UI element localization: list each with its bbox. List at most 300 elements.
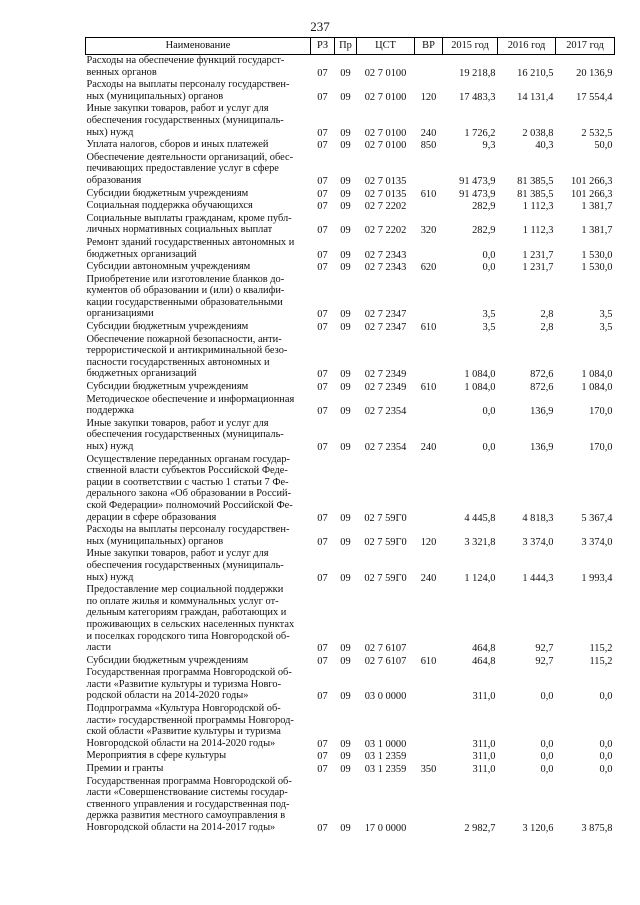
row-2017: 170,0 xyxy=(589,406,613,418)
row-rz: 07 xyxy=(317,643,328,655)
row-cst: 03 1 2359 xyxy=(364,764,407,776)
row-name-line: Подпрограмма «Культура Новгородской об- xyxy=(86,703,281,715)
row-pr: 09 xyxy=(340,127,351,139)
row-2017: 1 084,0 xyxy=(581,369,613,381)
table-row xyxy=(86,776,615,835)
row-pr: 09 xyxy=(340,322,351,334)
row-cst: 02 7 2349 xyxy=(364,369,407,381)
row-rz: 07 xyxy=(317,262,328,274)
row-name-line: ных (муниципальных) органов xyxy=(86,535,224,547)
row-2016: 2,8 xyxy=(540,322,554,334)
row-vr xyxy=(415,237,443,261)
row-cst: 02 7 6107 xyxy=(364,655,407,667)
row-cst: 02 7 59Г0 xyxy=(364,512,407,524)
row-cst: 02 7 0100 xyxy=(364,140,407,152)
row-vr xyxy=(415,584,443,655)
row-2015: 4 445,8 xyxy=(464,512,496,524)
row-2015: 0,0 xyxy=(482,249,496,261)
row-name-line: Расходы на обеспечение функций государст- xyxy=(86,55,285,66)
row-pr: 09 xyxy=(340,67,351,79)
row-rz: 07 xyxy=(317,322,328,334)
row-name xyxy=(86,584,311,655)
row-name-line: родской области на 2014-2020 годы» xyxy=(86,690,249,702)
row-2017: 2 532,5 xyxy=(581,127,613,139)
row-2015: 3 321,8 xyxy=(464,536,496,548)
row-2016: 92,7 xyxy=(535,655,554,667)
row-cst: 02 7 2202 xyxy=(364,201,407,213)
row-name-line: обеспечения государственных (муниципаль- xyxy=(86,114,284,126)
row-2016: 92,7 xyxy=(535,643,554,655)
row-2016: 136,9 xyxy=(530,406,554,418)
row-2016: 1 231,7 xyxy=(522,262,554,274)
table-row xyxy=(86,584,615,655)
row-2015: 2 982,7 xyxy=(464,823,496,834)
row-rz: 07 xyxy=(317,188,328,200)
row-vr: 610 xyxy=(420,322,437,334)
row-cst: 17 0 0000 xyxy=(364,823,407,834)
row-pr: 09 xyxy=(340,175,351,187)
row-name-line: ных) нужд xyxy=(86,441,134,452)
table-row xyxy=(86,418,615,454)
row-pr: 09 xyxy=(340,572,351,584)
row-cst: 02 7 2202 xyxy=(364,225,407,237)
row-name xyxy=(86,703,311,750)
row-vr: 320 xyxy=(420,225,437,237)
row-cst: 02 7 2347 xyxy=(364,322,407,334)
table-row xyxy=(86,524,615,548)
row-rz: 07 xyxy=(317,249,328,261)
row-2017: 1 993,4 xyxy=(581,572,613,584)
row-rz: 07 xyxy=(317,91,328,103)
row-vr xyxy=(415,776,443,835)
row-2016: 40,3 xyxy=(535,140,554,152)
row-rz: 07 xyxy=(317,512,328,524)
row-name-line: Субсидии бюджетным учреждениям xyxy=(86,654,249,666)
row-2017: 3 374,0 xyxy=(581,536,613,548)
row-2016: 872,6 xyxy=(530,369,554,381)
row-cst: 02 7 0100 xyxy=(364,67,407,79)
row-name xyxy=(86,139,311,152)
row-name xyxy=(86,188,311,201)
row-rz: 07 xyxy=(317,127,328,139)
row-vr: 610 xyxy=(420,655,437,667)
row-rz: 07 xyxy=(317,442,328,453)
row-name-line: кументов об образовании и (или) о квалифи- xyxy=(86,285,285,297)
row-vr: 120 xyxy=(420,91,437,103)
row-rz: 07 xyxy=(317,382,328,394)
header-name: Наименование xyxy=(86,38,311,55)
row-vr: 610 xyxy=(420,188,437,200)
table-row xyxy=(86,667,615,703)
row-name xyxy=(86,524,311,548)
row-pr: 09 xyxy=(340,249,351,261)
row-cst: 02 7 59Г0 xyxy=(364,572,407,584)
row-name xyxy=(86,237,311,261)
row-name-line: Иные закупки товаров, работ и услуг для xyxy=(86,548,269,560)
row-vr: 610 xyxy=(420,382,437,394)
table-row xyxy=(86,334,615,381)
row-2015: 9,3 xyxy=(482,140,496,152)
row-2015: 311,0 xyxy=(472,751,496,763)
row-name-line: Социальная поддержка обучающихся xyxy=(86,200,253,212)
row-pr: 09 xyxy=(340,823,351,834)
row-name xyxy=(86,200,311,213)
row-2016: 1 112,3 xyxy=(522,201,554,213)
row-vr: 240 xyxy=(420,572,437,584)
table-row xyxy=(86,394,615,418)
row-2017: 3,5 xyxy=(599,322,613,334)
table-row xyxy=(86,55,615,80)
row-2017: 170,0 xyxy=(589,442,613,453)
row-vr xyxy=(415,55,443,80)
row-name-line: ласти» государственной программы Новгород- xyxy=(86,714,294,726)
row-2015: 464,8 xyxy=(472,655,496,667)
row-2017: 0,0 xyxy=(599,691,613,703)
row-pr: 09 xyxy=(340,406,351,418)
row-rz: 07 xyxy=(317,201,328,213)
row-rz: 07 xyxy=(317,175,328,187)
row-rz: 07 xyxy=(317,225,328,237)
row-name-line: Премии и гранты xyxy=(86,763,164,775)
row-pr: 09 xyxy=(340,655,351,667)
row-2016: 0,0 xyxy=(540,691,554,703)
row-rz: 07 xyxy=(317,738,328,750)
row-name-line: Приобретение или изготовление бланков до- xyxy=(86,273,285,285)
row-cst: 03 0 0000 xyxy=(364,691,407,703)
row-2017: 0,0 xyxy=(599,738,613,750)
row-2015: 3,5 xyxy=(482,322,496,334)
row-2015: 282,9 xyxy=(472,201,496,213)
row-name-line: рации в соответствии с частью 1 статьи 7 Фе- xyxy=(86,476,289,488)
row-name-line: бюджетных организаций xyxy=(86,248,197,260)
row-pr: 09 xyxy=(340,691,351,703)
budget-table xyxy=(85,37,615,835)
row-2017: 0,0 xyxy=(599,764,613,776)
row-name-line: Методическое обеспечение и информационная xyxy=(86,393,295,405)
row-vr xyxy=(415,454,443,525)
row-name xyxy=(86,667,311,703)
row-2015: 464,8 xyxy=(472,643,496,655)
row-name-line: Социальные выплаты гражданам, кроме публ- xyxy=(86,212,292,224)
row-vr xyxy=(415,703,443,750)
row-pr: 09 xyxy=(340,140,351,152)
row-2016: 16 210,5 xyxy=(517,67,554,79)
row-vr xyxy=(415,334,443,381)
row-cst: 02 7 2343 xyxy=(364,262,407,274)
row-name-line: Иные закупки товаров, работ и услуг для xyxy=(86,417,269,429)
row-name-line: организациями xyxy=(86,308,154,320)
row-2017: 115,2 xyxy=(589,655,613,667)
row-pr: 09 xyxy=(340,382,351,394)
row-cst: 02 7 2349 xyxy=(364,382,407,394)
row-cst: 02 7 59Г0 xyxy=(364,536,407,548)
row-pr: 09 xyxy=(340,764,351,776)
row-name-line: образования xyxy=(86,174,142,186)
row-name-line: Государственная программа Новгородской об- xyxy=(86,667,292,679)
row-2017: 1 381,7 xyxy=(581,225,613,237)
table-row xyxy=(86,188,615,201)
row-cst: 02 7 2354 xyxy=(364,406,407,418)
row-name-line: Предоставление мер социальной поддержки xyxy=(86,584,284,596)
row-name xyxy=(86,152,311,188)
table-body xyxy=(86,55,615,835)
row-cst: 02 7 0135 xyxy=(364,175,407,187)
row-pr: 09 xyxy=(340,91,351,103)
row-rz: 07 xyxy=(317,140,328,152)
table-row xyxy=(86,152,615,188)
row-2016: 3 374,0 xyxy=(522,536,554,548)
row-2016: 1 231,7 xyxy=(522,249,554,261)
row-pr: 09 xyxy=(340,512,351,524)
row-name xyxy=(86,103,311,139)
header-vr: ВР xyxy=(415,38,443,55)
row-name-line: террористической и антикриминальной безо- xyxy=(86,345,288,357)
row-name xyxy=(86,750,311,763)
row-name-line: бюджетных организаций xyxy=(86,368,197,380)
row-2015: 0,0 xyxy=(482,262,496,274)
row-pr: 09 xyxy=(340,309,351,321)
row-2015: 91 473,9 xyxy=(459,175,496,187)
table-row xyxy=(86,381,615,394)
row-2016: 0,0 xyxy=(540,738,554,750)
row-name-line: кации государственными образовательными xyxy=(86,296,283,308)
row-2017: 3 875,8 xyxy=(581,823,613,834)
row-2016: 872,6 xyxy=(530,382,554,394)
row-2017: 0,0 xyxy=(599,751,613,763)
row-rz: 07 xyxy=(317,536,328,548)
row-2015: 311,0 xyxy=(472,738,496,750)
row-name xyxy=(86,55,311,80)
row-name-line: венных органов xyxy=(86,66,157,78)
row-2016: 0,0 xyxy=(540,751,554,763)
row-pr: 09 xyxy=(340,536,351,548)
row-name-line: Уплата налогов, сборов и иных платежей xyxy=(86,139,269,151)
row-name-line: поддержка xyxy=(86,405,135,417)
row-name-line: ственного управления и государственная под- xyxy=(86,798,290,810)
row-name-line: Новгородской области на 2014-2020 годы» xyxy=(86,737,276,749)
row-name-line: дерации в сфере образования xyxy=(86,511,217,523)
table-row xyxy=(86,139,615,152)
row-2017: 3,5 xyxy=(599,309,613,321)
table-row xyxy=(86,237,615,261)
row-rz: 07 xyxy=(317,823,328,834)
row-2016: 2 038,8 xyxy=(522,127,554,139)
row-name-line: по оплате жилья и коммунальных услуг от- xyxy=(86,595,279,607)
row-cst: 02 7 0100 xyxy=(364,127,407,139)
table-row xyxy=(86,79,615,103)
row-cst: 03 1 2359 xyxy=(364,751,407,763)
row-name-line: Субсидии автономным учреждениям xyxy=(86,261,251,273)
row-rz: 07 xyxy=(317,691,328,703)
row-vr xyxy=(415,394,443,418)
row-name-line: Мероприятия в сфере культуры xyxy=(86,750,227,762)
row-rz: 07 xyxy=(317,572,328,584)
header-2015: 2015 год xyxy=(443,38,498,55)
row-2017: 50,0 xyxy=(594,140,613,152)
row-rz: 07 xyxy=(317,369,328,381)
row-2017: 1 084,0 xyxy=(581,382,613,394)
row-vr xyxy=(415,750,443,763)
row-name-line: Расходы на выплаты персоналу государствен- xyxy=(86,79,290,91)
row-cst: 02 7 0100 xyxy=(364,91,407,103)
row-pr: 09 xyxy=(340,738,351,750)
row-name xyxy=(86,776,311,835)
row-2017: 101 266,3 xyxy=(570,175,613,187)
row-name-line: обеспечения государственных (муниципаль- xyxy=(86,429,284,441)
row-name-line: личных нормативных социальных выплат xyxy=(86,224,273,236)
row-2015: 1 084,0 xyxy=(464,369,496,381)
row-2015: 1 124,0 xyxy=(464,572,496,584)
row-vr xyxy=(415,667,443,703)
row-name-line: проживающих в сельских населенных пунктах xyxy=(86,618,295,630)
table-row xyxy=(86,103,615,139)
table-header-row xyxy=(86,38,615,55)
row-2015: 0,0 xyxy=(482,406,496,418)
row-vr: 240 xyxy=(420,127,437,139)
row-2017: 1 381,7 xyxy=(581,201,613,213)
row-2015: 1 726,2 xyxy=(464,127,496,139)
row-name-line: Ремонт зданий государственных автономных и xyxy=(86,236,295,248)
page-number: 237 xyxy=(310,19,330,34)
row-name-line: ской Федерации» полномочий Российской Фе- xyxy=(86,499,293,511)
row-cst: 02 7 2354 xyxy=(364,442,407,453)
table-row xyxy=(86,261,615,274)
row-name-line: Обеспечение деятельности организаций, обес- xyxy=(86,151,294,163)
row-2015: 1 084,0 xyxy=(464,382,496,394)
table-row xyxy=(86,655,615,668)
row-cst: 03 1 0000 xyxy=(364,738,407,750)
row-name xyxy=(86,548,311,584)
row-2015: 17 483,3 xyxy=(459,91,496,103)
row-pr: 09 xyxy=(340,751,351,763)
header-rz: РЗ xyxy=(311,38,335,55)
row-vr: 850 xyxy=(420,140,437,152)
row-2017: 5 367,4 xyxy=(581,512,613,524)
row-name xyxy=(86,334,311,381)
table-row xyxy=(86,274,615,321)
row-name-line: держка развития местного самоуправления в xyxy=(86,810,286,822)
row-name-line: ласти «Развитие культуры и туризма Новго- xyxy=(86,678,282,690)
row-2017: 1 530,0 xyxy=(581,249,613,261)
row-rz: 07 xyxy=(317,67,328,79)
row-vr: 120 xyxy=(420,536,437,548)
header-pr: Пр xyxy=(335,38,357,55)
row-name xyxy=(86,381,311,394)
row-name-line: печивающих предоставление услуг в сфере xyxy=(86,163,279,175)
header-2017: 2017 год xyxy=(556,38,615,55)
row-2016: 2,8 xyxy=(540,309,554,321)
row-2015: 0,0 xyxy=(482,442,496,453)
row-2016: 1 444,3 xyxy=(522,572,554,584)
row-2017: 17 554,4 xyxy=(576,91,613,103)
row-name xyxy=(86,321,311,334)
table-row xyxy=(86,750,615,763)
row-pr: 09 xyxy=(340,188,351,200)
row-name-line: Новгородской области на 2014-2017 годы» xyxy=(86,822,276,833)
row-2015: 19 218,8 xyxy=(459,67,496,79)
header-cst: ЦСТ xyxy=(357,38,415,55)
row-vr: 350 xyxy=(420,764,437,776)
row-name-line: Осуществление переданных органам государ- xyxy=(86,453,290,465)
row-name-line: ных) нужд xyxy=(86,126,134,138)
row-name-line: ных (муниципальных) органов xyxy=(86,90,224,102)
row-name-line: ственной власти субъектов Российской Феде- xyxy=(86,465,288,477)
row-2017: 115,2 xyxy=(589,643,613,655)
row-2017: 101 266,3 xyxy=(570,188,613,200)
row-name xyxy=(86,274,311,321)
row-pr: 09 xyxy=(340,201,351,213)
row-2016: 0,0 xyxy=(540,764,554,776)
row-2016: 81 385,5 xyxy=(517,188,554,200)
row-vr: 620 xyxy=(420,262,437,274)
row-pr: 09 xyxy=(340,262,351,274)
row-pr: 09 xyxy=(340,225,351,237)
row-name xyxy=(86,213,311,237)
row-cst: 02 7 2343 xyxy=(364,249,407,261)
row-2015: 282,9 xyxy=(472,225,496,237)
row-name-line: Государственная программа Новгородской об- xyxy=(86,775,292,787)
row-2017: 1 530,0 xyxy=(581,262,613,274)
row-name-line: дерального закона «Об образовании в Россий- xyxy=(86,488,292,500)
row-name-line: пасности государственных автономных и xyxy=(86,356,270,368)
row-name-line: ласти «Совершенствование системы государ- xyxy=(86,787,288,799)
row-2015: 311,0 xyxy=(472,691,496,703)
header-2016: 2016 год xyxy=(498,38,556,55)
row-2016: 136,9 xyxy=(530,442,554,453)
row-name-line: Субсидии бюджетным учреждениям xyxy=(86,381,249,393)
table-row xyxy=(86,200,615,213)
row-2015: 311,0 xyxy=(472,764,496,776)
row-cst: 02 7 2347 xyxy=(364,309,407,321)
table-row xyxy=(86,703,615,750)
row-pr: 09 xyxy=(340,442,351,453)
row-rz: 07 xyxy=(317,309,328,321)
table-row xyxy=(86,454,615,525)
row-2016: 3 120,6 xyxy=(522,823,554,834)
row-2016: 81 385,5 xyxy=(517,175,554,187)
row-2016: 14 131,4 xyxy=(517,91,554,103)
row-2016: 1 112,3 xyxy=(522,225,554,237)
row-name-line: дельным категориям граждан, работающих и xyxy=(86,607,287,619)
row-rz: 07 xyxy=(317,751,328,763)
row-name-line: ласти xyxy=(86,642,112,654)
row-name-line: Субсидии бюджетным учреждениям xyxy=(86,321,249,333)
row-name-line: Субсидии бюджетным учреждениям xyxy=(86,187,249,199)
row-name-line: Расходы на выплаты персоналу государствен- xyxy=(86,524,290,536)
row-name xyxy=(86,655,311,668)
row-name xyxy=(86,763,311,776)
row-2017: 20 136,9 xyxy=(576,67,613,79)
row-name xyxy=(86,454,311,525)
row-name-line: Обеспечение пожарной безопасности, анти- xyxy=(86,333,282,345)
row-name-line: ных) нужд xyxy=(86,571,134,583)
row-2016: 4 818,3 xyxy=(522,512,554,524)
row-vr xyxy=(415,200,443,213)
row-2015: 91 473,9 xyxy=(459,188,496,200)
table-row xyxy=(86,548,615,584)
row-cst: 02 7 6107 xyxy=(364,643,407,655)
row-name-line: обеспечения государственных (муниципаль- xyxy=(86,559,284,571)
row-pr: 09 xyxy=(340,369,351,381)
row-name-line: и поселках городского типа Новгородской об- xyxy=(86,630,290,642)
row-rz: 07 xyxy=(317,406,328,418)
row-cst: 02 7 0135 xyxy=(364,188,407,200)
row-2015: 3,5 xyxy=(482,309,496,321)
row-name xyxy=(86,79,311,103)
row-vr: 240 xyxy=(420,442,437,453)
row-rz: 07 xyxy=(317,655,328,667)
row-vr xyxy=(415,152,443,188)
